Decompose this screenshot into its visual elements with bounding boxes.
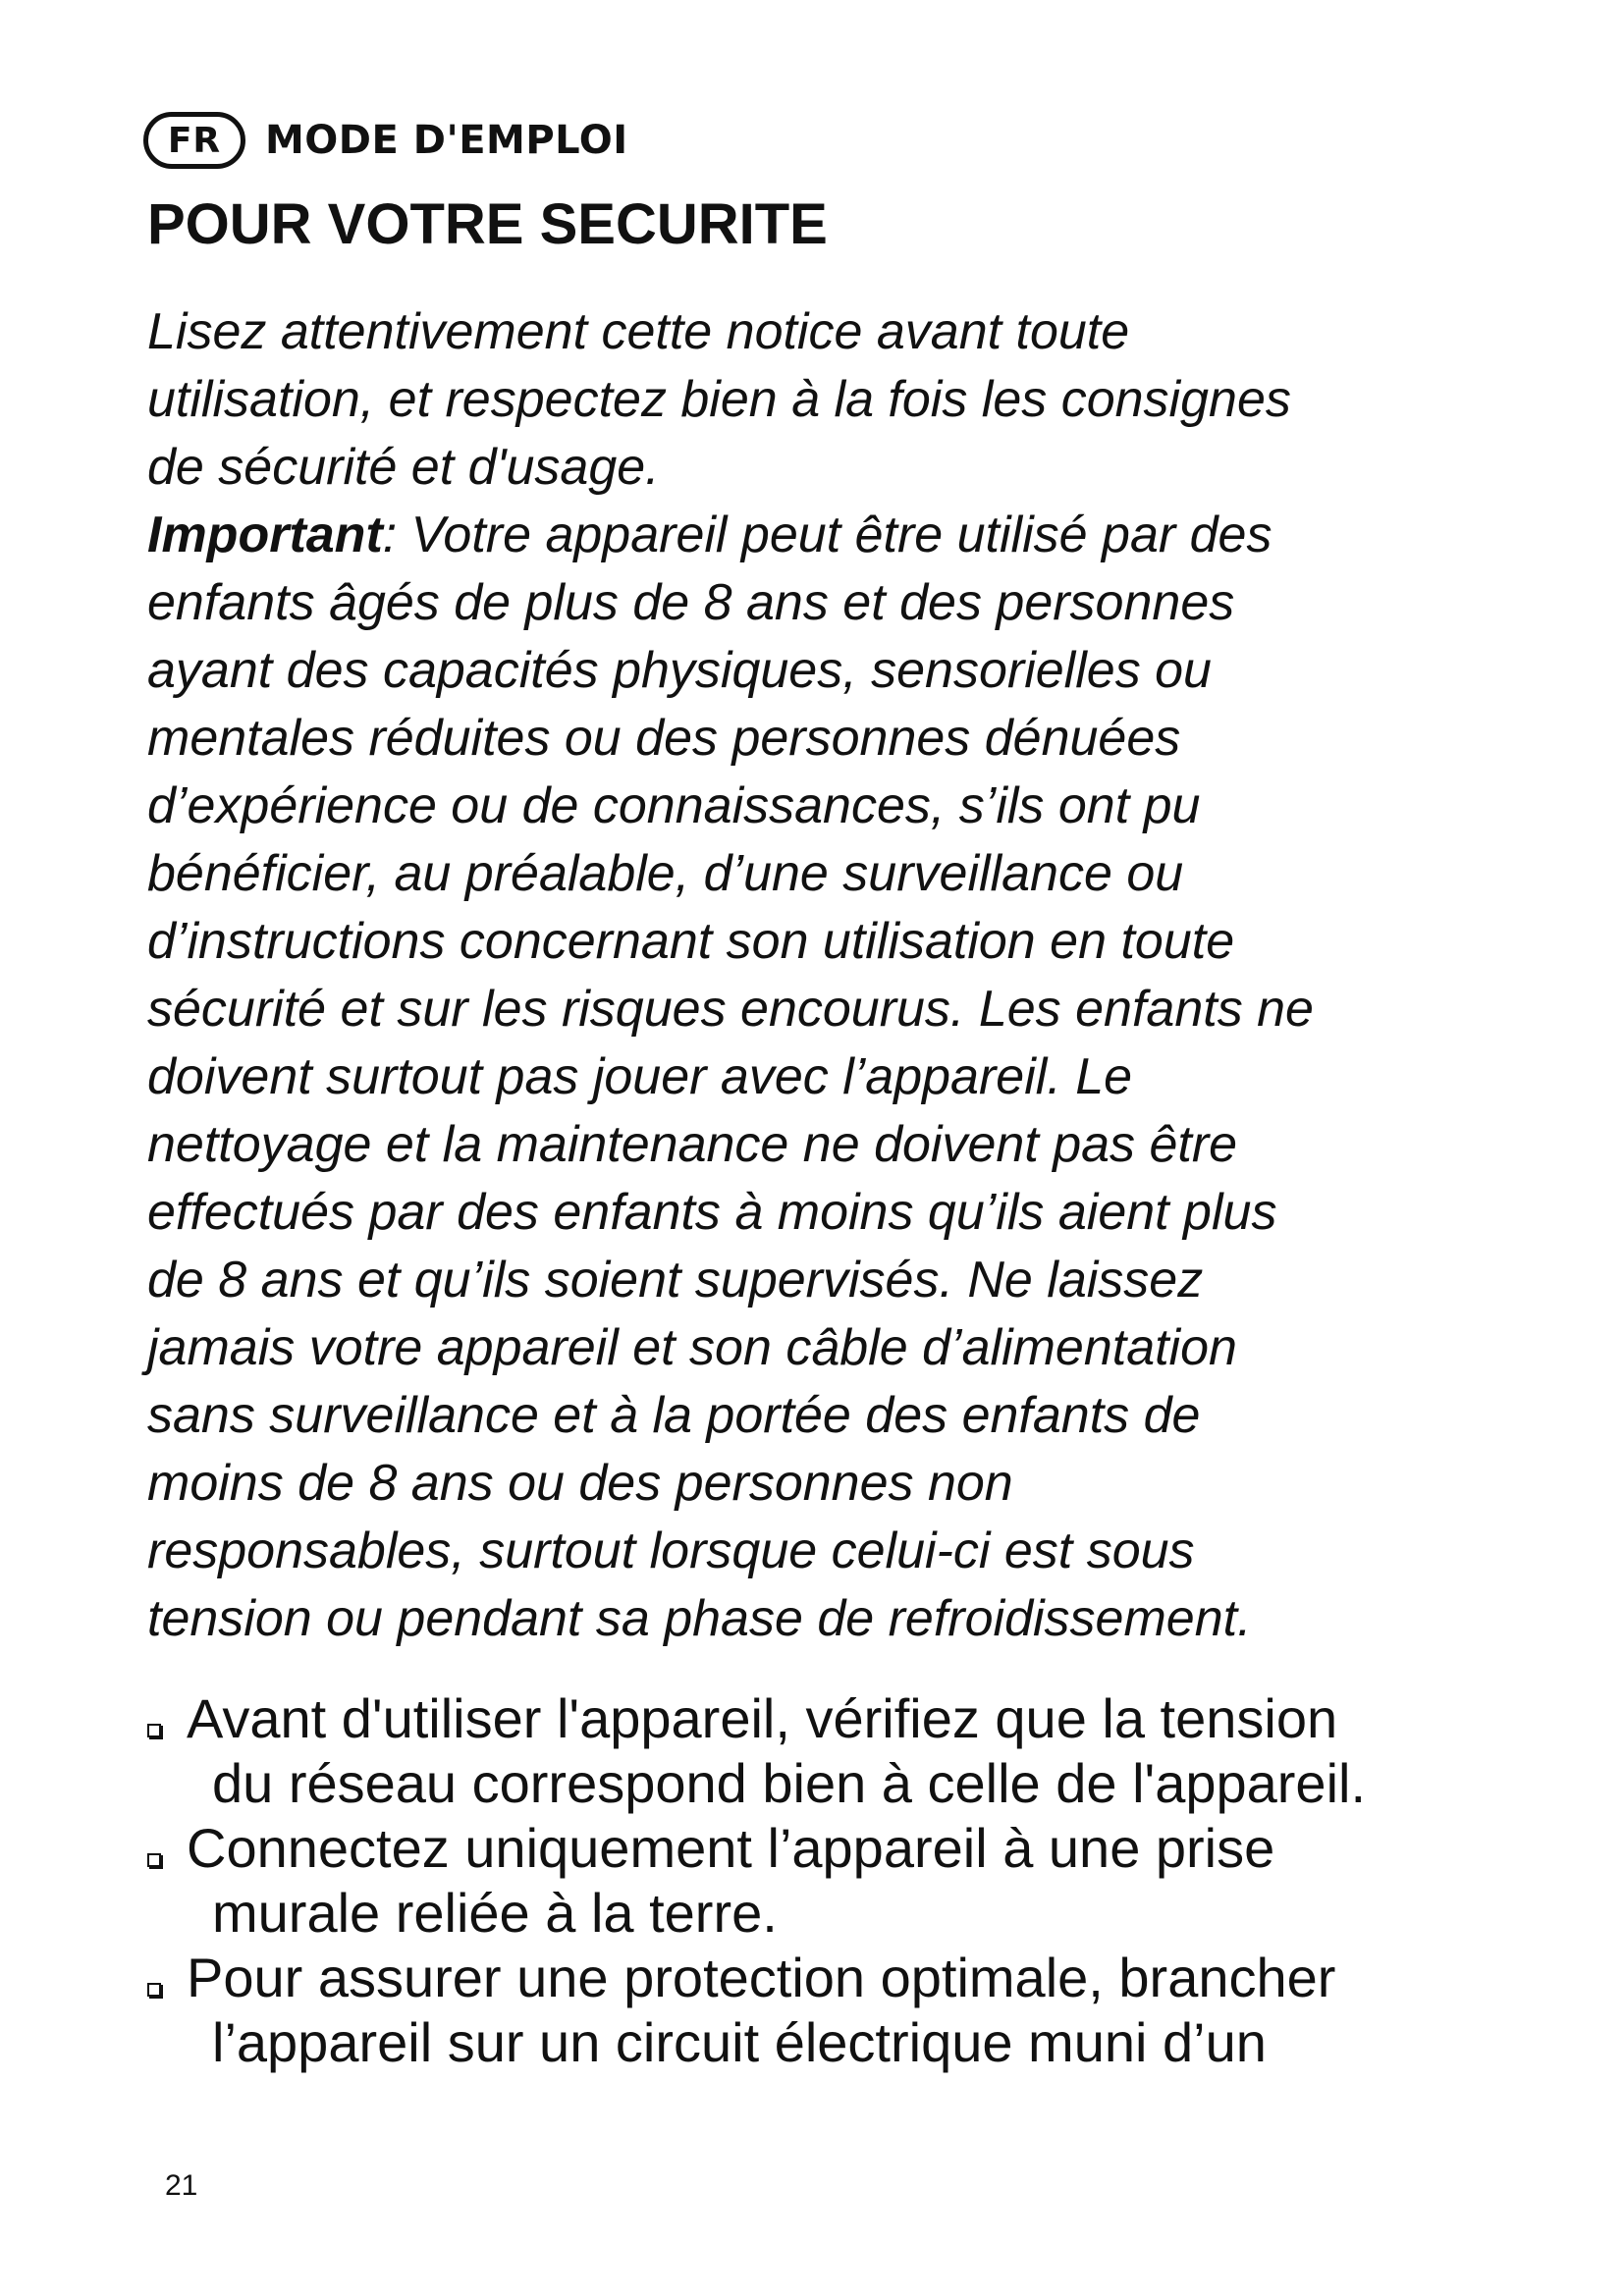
safety-bullet-list	[147, 1686, 1522, 2075]
important-label: Important	[147, 507, 383, 563]
document-header	[143, 111, 628, 170]
bullet-line: Connectez uniquement l’appareil à une prise	[187, 1817, 1275, 1879]
important-paragraph	[147, 502, 1502, 1653]
important-line: responsables, surtout lorsque celui-ci est sous	[147, 1522, 1195, 1579]
intro-line: utilisation, et respectez bien à la fois les consignes	[147, 371, 1291, 428]
section-title: POUR VOTRE SECURITE	[147, 192, 828, 256]
bullet-line: Pour assurer une protection optimale, brancher	[187, 1947, 1336, 2008]
important-first-line	[147, 502, 1502, 569]
important-line: d’instructions concernant son utilisation en toute	[147, 913, 1235, 970]
bullet-line: murale reliée à la terre.	[212, 1882, 778, 1944]
checkbox-bullet-icon	[147, 1724, 161, 1737]
important-line: enfants âgés de plus de 8 ans et des personnes	[147, 574, 1235, 631]
important-line: doivent surtout pas jouer avec l’appareil. Le	[147, 1048, 1133, 1105]
important-line: jamais votre appareil et son câble d’alimentation	[147, 1319, 1237, 1376]
bullet-line: l’appareil sur un circuit électrique muni d’un	[212, 2011, 1267, 2073]
important-line: tension ou pendant sa phase de refroidissement.	[147, 1590, 1252, 1647]
important-first-line-rest: : Votre appareil peut être utilisé par des	[382, 507, 1272, 563]
important-line: mentales réduites ou des personnes dénuées	[147, 710, 1181, 767]
bullet-item	[147, 1816, 1522, 1946]
checkbox-bullet-icon	[147, 1853, 161, 1867]
important-line: moins de 8 ans ou des personnes non	[147, 1455, 1013, 1512]
important-line: sécurité et sur les risques encourus. Les enfants ne	[147, 981, 1314, 1038]
important-line: bénéficier, au préalable, d’une surveillance ou	[147, 845, 1184, 902]
bullet-item	[147, 1686, 1522, 1816]
checkbox-bullet-icon	[147, 1983, 161, 1997]
intro-line: de sécurité et d'usage.	[147, 439, 660, 496]
intro-paragraph	[147, 298, 1502, 502]
important-line: nettoyage et la maintenance ne doivent pas être	[147, 1116, 1238, 1173]
important-line: ayant des capacités physiques, sensorielles ou	[147, 642, 1212, 699]
bullet-item	[147, 1946, 1522, 2075]
bullet-line: Avant d'utiliser l'appareil, vérifiez que la tension	[187, 1687, 1338, 1749]
language-badge: FR	[143, 112, 245, 169]
safety-intro	[147, 298, 1502, 1653]
bullet-line: du réseau correspond bien à celle de l'appareil.	[212, 1752, 1367, 1814]
header-title: MODE D'EMPLOI	[265, 118, 628, 163]
important-line: sans surveillance et à la portée des enfants de	[147, 1387, 1201, 1444]
important-line: de 8 ans et qu’ils soient supervisés. Ne laissez	[147, 1252, 1204, 1308]
important-line: d’expérience ou de connaissances, s’ils ont pu	[147, 777, 1201, 834]
page-number: 21	[165, 2169, 198, 2202]
intro-line: Lisez attentivement cette notice avant toute	[147, 303, 1130, 360]
important-line: effectués par des enfants à moins qu’ils aient plus	[147, 1184, 1277, 1241]
